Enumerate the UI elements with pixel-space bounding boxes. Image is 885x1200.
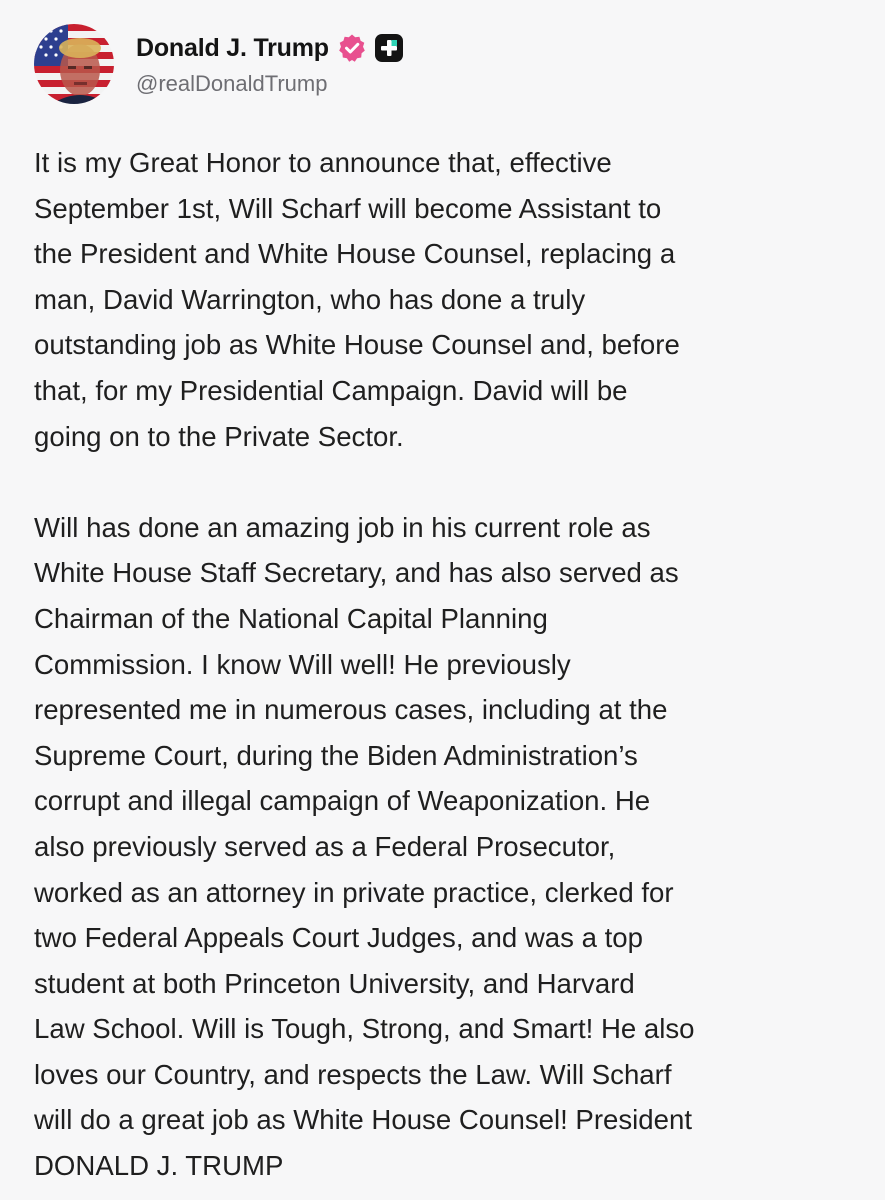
avatar-flag-portrait-icon (34, 24, 114, 104)
truth-plus-icon[interactable] (375, 34, 403, 62)
verified-badge-icon (337, 33, 367, 63)
post-paragraph-1: It is my Great Honor to announce that, effective September 1st, Will Scharf will become Assistant to the President and White House Counsel, replacing a man, David Warrington, who has done a truly outstanding job as White House Counsel and, before that, for my Presidential Campaign. David will be going on to the Private Sector. (34, 147, 680, 452)
author-identity (136, 31, 403, 97)
post-body (34, 140, 864, 1189)
name-row (136, 31, 403, 65)
avatar[interactable] (34, 24, 114, 104)
post-header (34, 24, 403, 104)
author-handle[interactable]: @realDonaldTrump (136, 71, 328, 96)
post-paragraph-2: Will has done an amazing job in his current role as White House Staff Secretary, and has also served as Chairman of the National Capital Planning Commission. I know Will well! He previously represented me in numerous cases, including at the Supreme Court, during the Biden Administration’s corrupt and illegal campaign of Weaponization. He also previously served as a Federal Prosecutor, worked as an attorney in private practice, clerked for two Federal Appeals Court Judges, and was a top student at both Princeton University, and Harvard Law School. Will is Tough, Strong, and Smart! He also loves our Country, and respects the Law. Will Scharf will do a great job as White House Counsel! President DONALD J. TRUMP (34, 511, 695, 1182)
author-display-name[interactable]: Donald J. Trump (136, 33, 329, 62)
